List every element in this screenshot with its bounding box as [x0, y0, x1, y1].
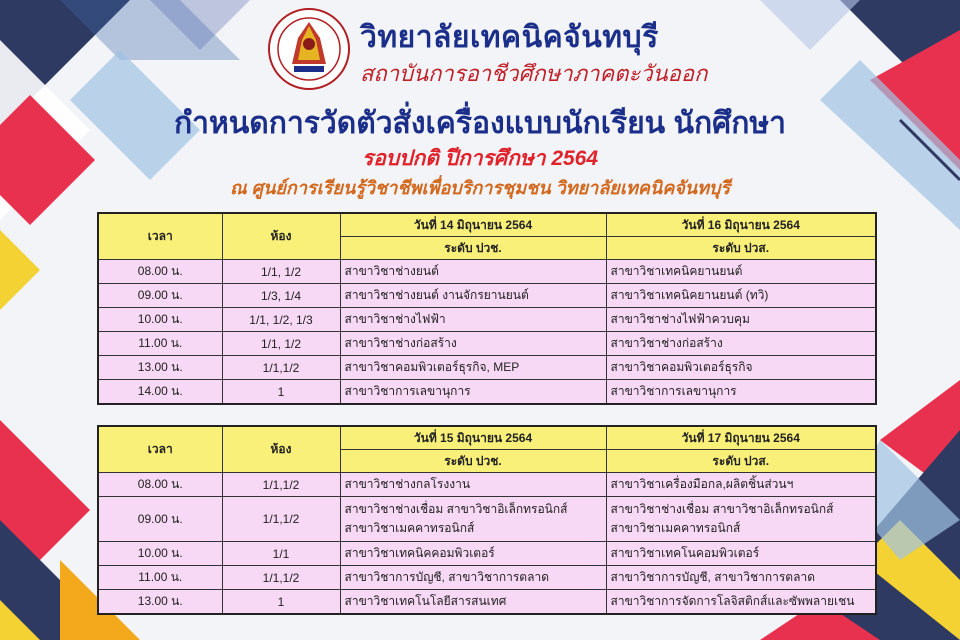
cell-major-b-line2: สาขาวิชาเมคคาทรอนิกส์: [610, 521, 741, 535]
page-header: [0, 0, 960, 205]
cell-time: 14.00 น.: [98, 380, 222, 405]
cell-major-a: สาขาวิชาช่างยนต์ งานจักรยานยนต์: [340, 284, 606, 308]
cell-major-a: สาขาวิชาช่างกลโรงงาน: [340, 473, 606, 497]
cell-room: 1/1,1/2: [222, 566, 340, 590]
cell-major-a-line1: สาขาวิชาช่างเชื่อม สาขาวิชาอิเล็กทรอนิกส์: [344, 502, 568, 516]
cell-major-b: สาขาวิชาเทคนิคยานยนต์: [606, 260, 876, 284]
cell-major-b: สาขาวิชาคอมพิวเตอร์ธุรกิจ: [606, 356, 876, 380]
cell-time: 08.00 น.: [98, 260, 222, 284]
cell-major-b-line1: สาขาวิชาช่างเชื่อม สาขาวิชาอิเล็กทรอนิกส์: [610, 502, 834, 516]
location-line: ณ ศูนย์การเรียนรู้วิชาชีพเพื่อบริการชุมชน วิทยาลัยเทคนิคจันทบุรี: [229, 178, 731, 198]
cell-room: 1/1, 1/2: [222, 260, 340, 284]
cell-time: 08.00 น.: [98, 473, 222, 497]
cell-major-a: สาขาวิชาเทคนิคคอมพิวเตอร์: [340, 542, 606, 566]
college-name: วิทยาลัยเทคนิคจันทบุรี: [360, 21, 659, 54]
table-row: [98, 566, 876, 590]
header-date-a: วันที่ 14 มิถุนายน 2564: [340, 213, 606, 237]
table-row: [98, 590, 876, 615]
college-emblem-icon: [268, 8, 350, 90]
header-room: ห้อง: [222, 426, 340, 473]
cell-room: 1/1,1/2: [222, 473, 340, 497]
header-level-a: ระดับ ปวช.: [340, 450, 606, 473]
table-row: [98, 542, 876, 566]
cell-major-a: [340, 497, 606, 542]
cell-time: 11.00 น.: [98, 566, 222, 590]
header-time: เวลา: [98, 426, 222, 473]
cell-major-a: สาขาวิชาคอมพิวเตอร์ธุรกิจ, MEP: [340, 356, 606, 380]
cell-room: 1/1, 1/2: [222, 332, 340, 356]
table-row: [98, 356, 876, 380]
header-level-b: ระดับ ปวส.: [606, 450, 876, 473]
cell-major-b: สาขาวิชาการเลขานุการ: [606, 380, 876, 405]
cell-major-a: สาขาวิชาการเลขานุการ: [340, 380, 606, 405]
cell-major-b: สาขาวิชาการบัญชี, สาขาวิชาการตลาด: [606, 566, 876, 590]
cell-major-a: สาขาวิชาช่างไฟฟ้า: [340, 308, 606, 332]
cell-room: 1/1,1/2: [222, 497, 340, 542]
table-row: [98, 497, 876, 542]
cell-major-a: สาขาวิชาช่างก่อสร้าง: [340, 332, 606, 356]
table-row: [98, 284, 876, 308]
cell-time: 10.00 น.: [98, 542, 222, 566]
cell-major-a-line2: สาขาวิชาเมคคาทรอนิกส์: [344, 521, 475, 535]
cell-room: 1: [222, 590, 340, 615]
table-row: [98, 380, 876, 405]
cell-room: 1/3, 1/4: [222, 284, 340, 308]
cell-time: 13.00 น.: [98, 590, 222, 615]
schedule-table-1: [97, 212, 877, 405]
cell-major-b: สาขาวิชาเทคนิคยานยนต์ (ทวิ): [606, 284, 876, 308]
page-subtitle: รอบปกติ ปีการศึกษา 2564: [361, 147, 599, 170]
header-room: ห้อง: [222, 213, 340, 260]
cell-room: 1: [222, 380, 340, 405]
cell-room: 1/1,1/2: [222, 356, 340, 380]
cell-room: 1/1: [222, 542, 340, 566]
cell-time: 13.00 น.: [98, 356, 222, 380]
header-level-b: ระดับ ปวส.: [606, 237, 876, 260]
cell-major-b: สาขาวิชาเทคโนคอมพิวเตอร์: [606, 542, 876, 566]
cell-major-b: สาขาวิชาช่างก่อสร้าง: [606, 332, 876, 356]
cell-time: 09.00 น.: [98, 284, 222, 308]
cell-room: 1/1, 1/2, 1/3: [222, 308, 340, 332]
header-date-b: วันที่ 16 มิถุนายน 2564: [606, 213, 876, 237]
table-row: [98, 473, 876, 497]
cell-major-b: สาขาวิชาเครื่องมือกล,ผลิตชิ้นส่วนฯ: [606, 473, 876, 497]
table-row: [98, 332, 876, 356]
cell-time: 09.00 น.: [98, 497, 222, 542]
header-time: เวลา: [98, 213, 222, 260]
cell-time: 10.00 น.: [98, 308, 222, 332]
cell-major-b: สาขาวิชาการจัดการโลจิสติกส์และซัพพลายเชน: [606, 590, 876, 615]
cell-major-b: สาขาวิชาช่างไฟฟ้าควบคุม: [606, 308, 876, 332]
cell-major-a: สาขาวิชาการบัญชี, สาขาวิชาการตลาด: [340, 566, 606, 590]
schedule-table-2: [97, 425, 877, 615]
cell-major-a: สาขาวิชาเทคโนโลยีสารสนเทศ: [340, 590, 606, 615]
cell-major-b: [606, 497, 876, 542]
header-level-a: ระดับ ปวช.: [340, 237, 606, 260]
institute-name: สถาบันการอาชีวศึกษาภาคตะวันออก: [360, 61, 708, 86]
header-date-a: วันที่ 15 มิถุนายน 2564: [340, 426, 606, 450]
table-row: [98, 260, 876, 284]
table-row: [98, 308, 876, 332]
header-date-b: วันที่ 17 มิถุนายน 2564: [606, 426, 876, 450]
page-title: กำหนดการวัดตัวสั่งเครื่องแบบนักเรียน นักศึกษา: [174, 107, 786, 140]
cell-time: 11.00 น.: [98, 332, 222, 356]
cell-major-a: สาขาวิชาช่างยนต์: [340, 260, 606, 284]
